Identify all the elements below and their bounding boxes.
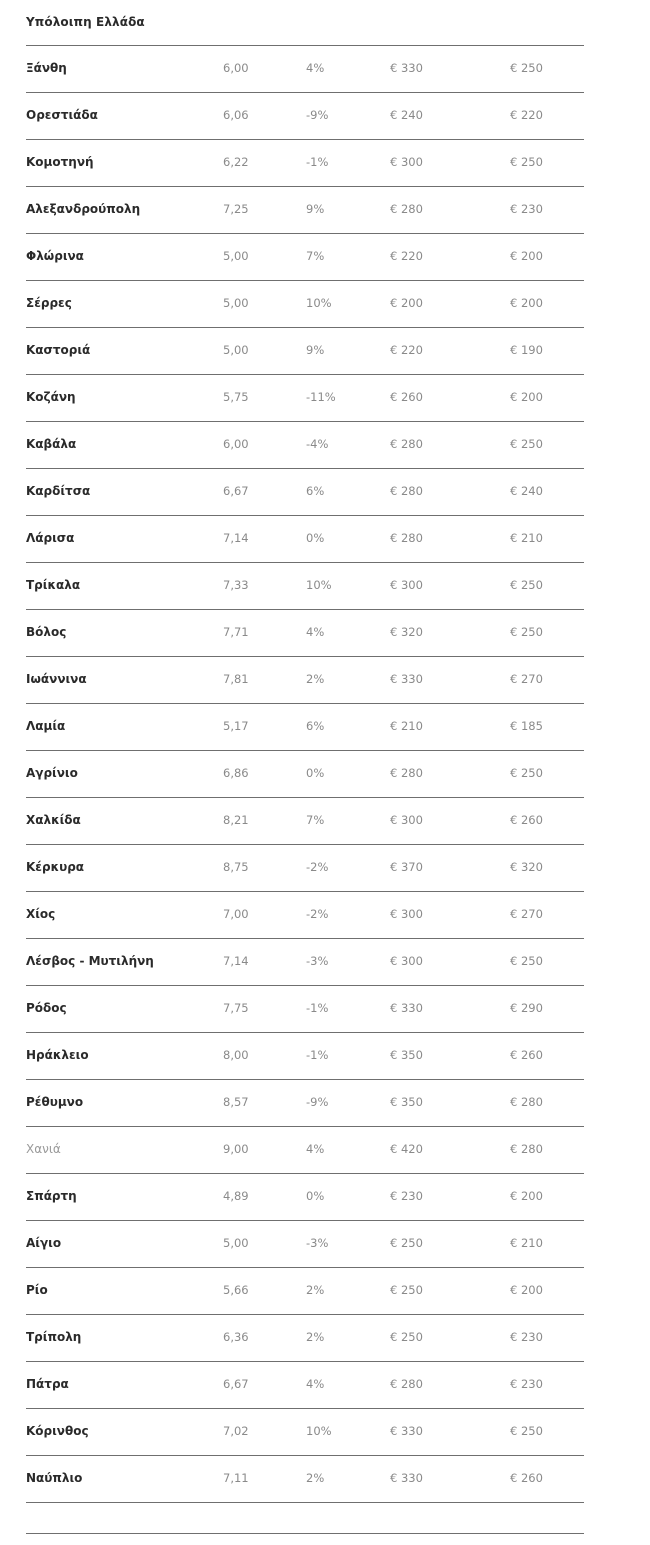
value-cell: 6,22 <box>223 155 249 169</box>
table-row <box>26 281 584 328</box>
value-cell: 7,14 <box>223 954 249 968</box>
price-table <box>26 0 584 1534</box>
table-row <box>26 1221 584 1268</box>
price-high-cell: € 320 <box>390 625 423 639</box>
table-row <box>26 46 584 93</box>
table-row <box>26 1315 584 1362</box>
city-name: Σπάρτη <box>26 1189 77 1203</box>
change-cell: 2% <box>306 672 325 686</box>
change-cell: 2% <box>306 1330 325 1344</box>
table-row <box>26 1033 584 1080</box>
price-low-cell: € 240 <box>510 484 543 498</box>
value-cell: 6,36 <box>223 1330 249 1344</box>
price-low-cell: € 260 <box>510 813 543 827</box>
value-cell: 7,00 <box>223 907 249 921</box>
price-low-cell: € 230 <box>510 1377 543 1391</box>
city-name: Κόρινθος <box>26 1424 89 1438</box>
city-name: Φλώρινα <box>26 249 84 263</box>
change-cell: -3% <box>306 954 329 968</box>
change-cell: 2% <box>306 1283 325 1297</box>
price-low-cell: € 320 <box>510 860 543 874</box>
price-high-cell: € 330 <box>390 672 423 686</box>
value-cell: 5,00 <box>223 1236 249 1250</box>
price-low-cell: € 250 <box>510 954 543 968</box>
value-cell: 7,25 <box>223 202 249 216</box>
value-cell: 7,81 <box>223 672 249 686</box>
price-high-cell: € 260 <box>390 390 423 404</box>
change-cell: 2% <box>306 1471 325 1485</box>
city-name: Βόλος <box>26 625 67 639</box>
price-low-cell: € 290 <box>510 1001 543 1015</box>
value-cell: 5,66 <box>223 1283 249 1297</box>
change-cell: 9% <box>306 202 325 216</box>
change-cell: 6% <box>306 484 325 498</box>
city-name: Τρίπολη <box>26 1330 82 1344</box>
change-cell: 10% <box>306 296 332 310</box>
price-low-cell: € 185 <box>510 719 543 733</box>
change-cell: 4% <box>306 1377 325 1391</box>
city-name: Λαμία <box>26 719 66 733</box>
price-low-cell: € 200 <box>510 390 543 404</box>
price-high-cell: € 250 <box>390 1283 423 1297</box>
table-row <box>26 892 584 939</box>
city-name: Ναύπλιο <box>26 1471 83 1485</box>
table-row <box>26 563 584 610</box>
price-high-cell: € 280 <box>390 766 423 780</box>
price-high-cell: € 330 <box>390 1471 423 1485</box>
value-cell: 7,71 <box>223 625 249 639</box>
change-cell: -1% <box>306 155 329 169</box>
change-cell: 6% <box>306 719 325 733</box>
city-name: Ορεστιάδα <box>26 108 98 122</box>
table-row <box>26 375 584 422</box>
value-cell: 7,02 <box>223 1424 249 1438</box>
city-name: Αλεξανδρούπολη <box>26 202 141 216</box>
price-low-cell: € 250 <box>510 61 543 75</box>
price-high-cell: € 230 <box>390 1189 423 1203</box>
price-high-cell: € 370 <box>390 860 423 874</box>
city-name: Ρόδος <box>26 1001 67 1015</box>
city-name: Κέρκυρα <box>26 860 85 874</box>
value-cell: 8,00 <box>223 1048 249 1062</box>
price-high-cell: € 330 <box>390 1001 423 1015</box>
value-cell: 8,21 <box>223 813 249 827</box>
table-row <box>26 939 584 986</box>
price-low-cell: € 190 <box>510 343 543 357</box>
value-cell: 5,75 <box>223 390 249 404</box>
change-cell: 10% <box>306 578 332 592</box>
price-low-cell: € 200 <box>510 249 543 263</box>
change-cell: 7% <box>306 813 325 827</box>
value-cell: 4,89 <box>223 1189 249 1203</box>
city-name: Πάτρα <box>26 1377 69 1391</box>
city-name: Χίος <box>26 907 56 921</box>
change-cell: 0% <box>306 766 325 780</box>
change-cell: 7% <box>306 249 325 263</box>
city-name: Τρίκαλα <box>26 578 81 592</box>
price-low-cell: € 230 <box>510 202 543 216</box>
change-cell: 0% <box>306 531 325 545</box>
value-cell: 5,00 <box>223 296 249 310</box>
price-high-cell: € 210 <box>390 719 423 733</box>
value-cell: 8,57 <box>223 1095 249 1109</box>
price-low-cell: € 250 <box>510 437 543 451</box>
price-high-cell: € 280 <box>390 484 423 498</box>
price-high-cell: € 300 <box>390 578 423 592</box>
change-cell: -1% <box>306 1048 329 1062</box>
table-footer-divider <box>26 1503 584 1534</box>
city-name: Χαλκίδα <box>26 813 81 827</box>
price-low-cell: € 260 <box>510 1471 543 1485</box>
price-low-cell: € 280 <box>510 1095 543 1109</box>
value-cell: 6,86 <box>223 766 249 780</box>
price-low-cell: € 220 <box>510 108 543 122</box>
price-high-cell: € 280 <box>390 202 423 216</box>
change-cell: 0% <box>306 1189 325 1203</box>
change-cell: 10% <box>306 1424 332 1438</box>
price-low-cell: € 270 <box>510 672 543 686</box>
price-high-cell: € 200 <box>390 296 423 310</box>
price-high-cell: € 300 <box>390 813 423 827</box>
city-name: Χανιά <box>26 1142 61 1156</box>
price-low-cell: € 260 <box>510 1048 543 1062</box>
price-high-cell: € 300 <box>390 954 423 968</box>
value-cell: 7,75 <box>223 1001 249 1015</box>
table-row <box>26 187 584 234</box>
change-cell: -4% <box>306 437 329 451</box>
price-high-cell: € 420 <box>390 1142 423 1156</box>
price-low-cell: € 270 <box>510 907 543 921</box>
value-cell: 6,67 <box>223 484 249 498</box>
table-row <box>26 798 584 845</box>
city-name: Καρδίτσα <box>26 484 91 498</box>
change-cell: -11% <box>306 390 336 404</box>
city-name: Σέρρες <box>26 296 72 310</box>
table-header <box>26 0 584 46</box>
table-row <box>26 1456 584 1503</box>
city-name: Λάρισα <box>26 531 75 545</box>
price-high-cell: € 350 <box>390 1048 423 1062</box>
price-high-cell: € 280 <box>390 437 423 451</box>
value-cell: 5,00 <box>223 343 249 357</box>
table-row <box>26 1409 584 1456</box>
price-low-cell: € 250 <box>510 1424 543 1438</box>
price-low-cell: € 200 <box>510 1283 543 1297</box>
table-row <box>26 845 584 892</box>
section-title: Υπόλοιπη Ελλάδα <box>26 15 145 29</box>
price-high-cell: € 330 <box>390 1424 423 1438</box>
city-name: Αγρίνιο <box>26 766 78 780</box>
price-high-cell: € 240 <box>390 108 423 122</box>
table-row <box>26 93 584 140</box>
price-low-cell: € 210 <box>510 1236 543 1250</box>
table-row <box>26 516 584 563</box>
price-high-cell: € 300 <box>390 155 423 169</box>
city-name: Ρέθυμνο <box>26 1095 84 1109</box>
price-high-cell: € 280 <box>390 531 423 545</box>
table-row <box>26 140 584 187</box>
price-high-cell: € 220 <box>390 249 423 263</box>
table-row <box>26 610 584 657</box>
change-cell: -9% <box>306 1095 329 1109</box>
table-row <box>26 1268 584 1315</box>
table-row <box>26 1080 584 1127</box>
price-high-cell: € 250 <box>390 1330 423 1344</box>
price-low-cell: € 250 <box>510 578 543 592</box>
city-name: Κοζάνη <box>26 390 76 404</box>
table-row <box>26 704 584 751</box>
price-high-cell: € 250 <box>390 1236 423 1250</box>
value-cell: 7,11 <box>223 1471 249 1485</box>
value-cell: 6,00 <box>223 437 249 451</box>
value-cell: 5,17 <box>223 719 249 733</box>
table-row <box>26 657 584 704</box>
price-low-cell: € 230 <box>510 1330 543 1344</box>
price-low-cell: € 280 <box>510 1142 543 1156</box>
price-low-cell: € 250 <box>510 766 543 780</box>
table-row <box>26 1362 584 1409</box>
change-cell: -2% <box>306 907 329 921</box>
price-high-cell: € 350 <box>390 1095 423 1109</box>
table-row <box>26 328 584 375</box>
change-cell: -9% <box>306 108 329 122</box>
table-row <box>26 1127 584 1174</box>
value-cell: 7,33 <box>223 578 249 592</box>
change-cell: -3% <box>306 1236 329 1250</box>
value-cell: 6,00 <box>223 61 249 75</box>
price-low-cell: € 250 <box>510 625 543 639</box>
city-name: Ρίο <box>26 1283 48 1297</box>
price-low-cell: € 210 <box>510 531 543 545</box>
price-low-cell: € 250 <box>510 155 543 169</box>
price-low-cell: € 200 <box>510 296 543 310</box>
price-high-cell: € 330 <box>390 61 423 75</box>
table-row <box>26 469 584 516</box>
city-name: Αίγιο <box>26 1236 62 1250</box>
value-cell: 8,75 <box>223 860 249 874</box>
table-row <box>26 986 584 1033</box>
table-row <box>26 234 584 281</box>
value-cell: 6,06 <box>223 108 249 122</box>
change-cell: 9% <box>306 343 325 357</box>
city-name: Ηράκλειο <box>26 1048 89 1062</box>
value-cell: 7,14 <box>223 531 249 545</box>
table-body <box>26 46 584 1503</box>
price-high-cell: € 300 <box>390 907 423 921</box>
change-cell: 4% <box>306 61 325 75</box>
city-name: Καβάλα <box>26 437 77 451</box>
city-name: Καστοριά <box>26 343 91 357</box>
value-cell: 5,00 <box>223 249 249 263</box>
change-cell: 4% <box>306 625 325 639</box>
table-row <box>26 422 584 469</box>
city-name: Ξάνθη <box>26 61 67 75</box>
change-cell: -1% <box>306 1001 329 1015</box>
city-name: Κομοτηνή <box>26 155 94 169</box>
price-low-cell: € 200 <box>510 1189 543 1203</box>
value-cell: 6,67 <box>223 1377 249 1391</box>
city-name: Λέσβος - Μυτιλήνη <box>26 954 154 968</box>
table-row <box>26 1174 584 1221</box>
city-name: Ιωάννινα <box>26 672 87 686</box>
value-cell: 9,00 <box>223 1142 249 1156</box>
price-high-cell: € 280 <box>390 1377 423 1391</box>
change-cell: 4% <box>306 1142 325 1156</box>
table-row <box>26 751 584 798</box>
change-cell: -2% <box>306 860 329 874</box>
price-high-cell: € 220 <box>390 343 423 357</box>
